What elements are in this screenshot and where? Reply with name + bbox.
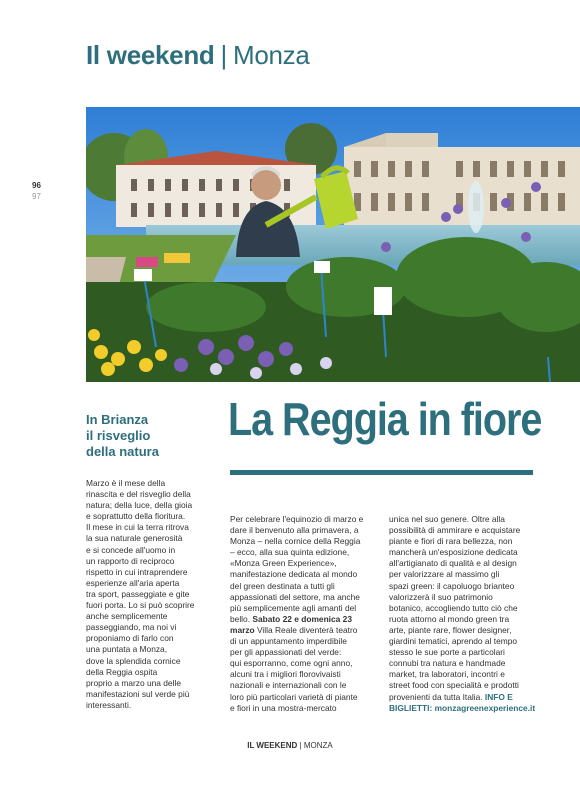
kicker-line: della natura <box>86 444 159 459</box>
body-line: «Monza Green Experience», <box>230 558 337 569</box>
body-line: e fiori in una mostra-mercato <box>230 702 337 713</box>
body-line: più semplicemente agli amanti del <box>230 602 357 613</box>
intro-line: Marzo è il mese della <box>86 478 166 488</box>
footer-section: IL WEEKEND <box>247 741 298 750</box>
intro-line: un rapporto di reciproco <box>86 555 175 566</box>
body-line <box>230 614 376 625</box>
body-line: connubi tra natura e handmade <box>389 658 506 669</box>
article-title: La Reggia in fiore <box>228 393 542 445</box>
kicker-line: In Brianza <box>86 412 149 427</box>
intro-line: e si concede all'uomo in <box>86 544 176 555</box>
body-line: spazi green: il capoluogo brianteo <box>389 580 515 591</box>
body-line: qui esporranno, come ogni anno, <box>230 658 353 669</box>
body-line <box>389 692 537 703</box>
tickets-link[interactable]: BIGLIETTI: monzagreenexperience.it <box>389 702 536 713</box>
body-line: dare il benvenuto alla primavera, a <box>230 525 359 536</box>
intro-line: una puntata a Monza, <box>86 644 168 655</box>
body-line: appassionati del settore, ma anche <box>230 591 360 602</box>
body-column-3 <box>389 514 537 714</box>
body-line: stesso le sue porte a particolari <box>389 647 505 658</box>
info-label: INFO E <box>484 691 513 702</box>
intro-line: proprio a marzo una delle <box>86 677 181 688</box>
article-kicker <box>86 412 196 460</box>
body-line <box>230 625 376 636</box>
intro-line: manifestazioni sul verde più <box>86 688 190 699</box>
intro-line: rispetto in cui intraprendere <box>86 566 188 577</box>
body-text: provenienti da tutta Italia. <box>389 691 483 702</box>
intro-line: natura; della luce, della gioia <box>86 500 193 511</box>
body-line: per gli appassionati del verde: <box>230 647 342 658</box>
intro-line: passeggiando, ma noi vi <box>86 622 177 633</box>
page-number-current: 96 <box>32 181 41 190</box>
section-name: Il weekend <box>86 40 215 70</box>
body-line: del green destinata a tutti gli <box>230 580 335 591</box>
body-line: Per celebrare l'equinozio di marzo e <box>230 514 364 524</box>
body-line: nazionali e internazionali con le <box>230 680 347 691</box>
intro-line: della Reggia ospita <box>86 666 158 677</box>
body-text: bello. <box>230 613 251 624</box>
intro-line: dove la splendida cornice <box>86 655 181 666</box>
body-line: possibilità di ammirare e acquistare <box>389 525 521 536</box>
body-line: all'artigianato di qualità e al design <box>389 558 517 569</box>
section-header <box>86 40 310 71</box>
body-line: unica nel suo genere. Oltre alla <box>389 514 505 524</box>
body-line: di un appuntamento imperdibile <box>230 636 347 647</box>
intro-line: e soprattutto della fioritura. <box>86 511 186 522</box>
title-underline <box>230 470 533 475</box>
footer-city: MONZA <box>303 741 333 750</box>
section-city: Monza <box>232 40 310 70</box>
body-line: alcuni tra i migliori florovivaisti <box>230 669 341 680</box>
body-text: Villa Reale diventerà teatro <box>257 624 358 635</box>
intro-line: esperienze all'aria aperta <box>86 577 180 588</box>
page-numbers <box>32 180 41 202</box>
body-line: botanico, accogliendo tutto ciò che <box>389 602 518 613</box>
body-line: loro più particolari varietà di piante <box>230 691 358 702</box>
footer-separator: | <box>299 741 302 750</box>
body-line: mancherà un'esposizione dedicata <box>389 547 518 558</box>
event-date: Sabato 22 e domenica 23 <box>252 613 352 624</box>
intro-line: interessanti. <box>86 699 132 710</box>
kicker-line: il risveglio <box>86 428 151 443</box>
intro-line: anche semplicemente <box>86 611 168 622</box>
body-line: ruota attorno al mondo green tra <box>389 613 510 624</box>
body-line: market, tra laboratori, incontri e <box>389 669 505 680</box>
garden-photo <box>86 107 580 382</box>
body-line: valorizzerà il suo patrimonio <box>389 591 493 602</box>
page-number-next: 97 <box>32 192 41 201</box>
body-line: manifestazione dedicata al mondo <box>230 569 358 580</box>
page-footer <box>0 741 580 750</box>
intro-line: proponiamo di farlo con <box>86 633 174 644</box>
body-line: – ecco, alla sua quinta edizione, <box>230 547 350 558</box>
intro-line: fuori porta. Lo si può scoprire <box>86 600 195 611</box>
intro-line: Il mese in cui la terra ritrova <box>86 522 189 533</box>
body-line: Monza – nella cornice della Reggia <box>230 536 361 547</box>
intro-column <box>86 478 204 711</box>
body-line: street food con specialità e prodotti <box>389 680 519 691</box>
body-line: per valorizzare al massimo gli <box>389 569 500 580</box>
body-column-2 <box>230 514 376 714</box>
header-separator: | <box>220 40 227 70</box>
intro-line: tra sport, passeggiate e gite <box>86 588 190 599</box>
intro-line: rinascita e del risveglio della <box>86 489 191 500</box>
body-line: giardini tematici, aprendo al tempo <box>389 636 518 647</box>
intro-line: la sua naturale generosità <box>86 533 183 544</box>
photo-illustration <box>86 107 580 382</box>
body-line: piante e fiori di rara bellezza, non <box>389 536 513 547</box>
event-date-month: marzo <box>230 624 255 635</box>
body-line: arte, piante rare, flower designer, <box>389 624 512 635</box>
